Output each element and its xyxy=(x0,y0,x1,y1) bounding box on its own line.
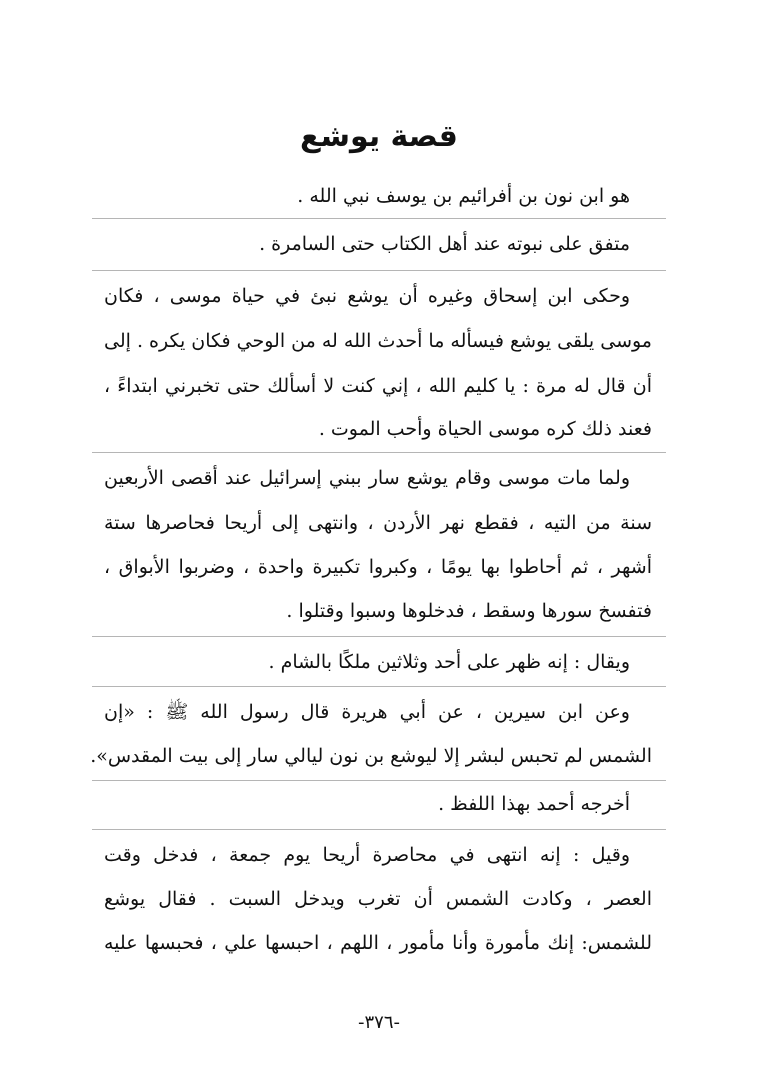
paragraph-2-line-1: متفق على نبوته عند أهل الكتاب حتى السامرة . xyxy=(259,233,630,255)
paragraph-8-line-2: العصر ، وكادت الشمس أن تغرب ويدخل السبت . فقال يوشع xyxy=(104,888,652,910)
chapter-title: قصة يوشع xyxy=(300,119,458,154)
paragraph-5-line-1: ويقال : إنه ظهر على أحد وثلاثين ملكًا بالشام . xyxy=(268,651,630,673)
paragraph-divider xyxy=(92,452,666,453)
paragraph-3-line-2: موسى يلقى يوشع فيسأله ما أحدث الله له من الوحي فكان يكره . إلى xyxy=(104,330,652,352)
paragraph-divider xyxy=(92,780,666,781)
paragraph-8-line-1: وقيل : إنه انتهى في محاصرة أريحا يوم جمعة ، فدخل وقت xyxy=(104,844,630,866)
paragraph-divider xyxy=(92,636,666,637)
paragraph-6-line-1: وعن ابن سيرين ، عن أبي هريرة قال رسول الله ﷺ : «إن xyxy=(104,701,630,723)
paragraph-divider xyxy=(92,686,666,687)
paragraph-4-line-1: ولما مات موسى وقام يوشع سار ببني إسرائيل عند أقصى الأربعين xyxy=(104,467,630,489)
paragraph-4-line-4: فتفسخ سورها وسقط ، فدخلوها وسبوا وقتلوا . xyxy=(286,600,652,622)
paragraph-divider xyxy=(92,829,666,830)
paragraph-3-line-1: وحكى ابن إسحاق وغيره أن يوشع نبئ في حياة موسى ، فكان xyxy=(104,285,630,307)
paragraph-8-line-3: للشمس: إنك مأمورة وأنا مأمور ، اللهم ، احبسها علي ، فحبسها عليه xyxy=(104,932,652,954)
paragraph-6-line-2: الشمس لم تحبس لبشر إلا ليوشع بن نون ليالي سار إلى بيت المقدس». xyxy=(90,745,652,767)
paragraph-divider xyxy=(92,218,666,219)
paragraph-3-line-3: أن قال له مرة : يا كليم الله ، إني كنت لا أسألك حتى تخبرني ابتداءً ، xyxy=(104,375,652,397)
paragraph-7-line-1: أخرجه أحمد بهذا اللفظ . xyxy=(438,793,630,815)
paragraph-1-line-1: هو ابن نون بن أفرائيم بن يوسف نبي الله . xyxy=(297,185,630,207)
paragraph-4-line-2: سنة من التيه ، فقطع نهر الأردن ، وانتهى إلى أريحا فحاصرها ستة xyxy=(104,512,652,534)
paragraph-divider xyxy=(92,270,666,271)
paragraph-3-line-4: فعند ذلك كره موسى الحياة وأحب الموت . xyxy=(318,418,652,440)
page-number: -٣٧٦- xyxy=(357,1012,400,1033)
paragraph-4-line-3: أشهر ، ثم أحاطوا بها يومًا ، وكبروا تكبيرة واحدة ، وضربوا الأبواق ، xyxy=(104,556,652,578)
